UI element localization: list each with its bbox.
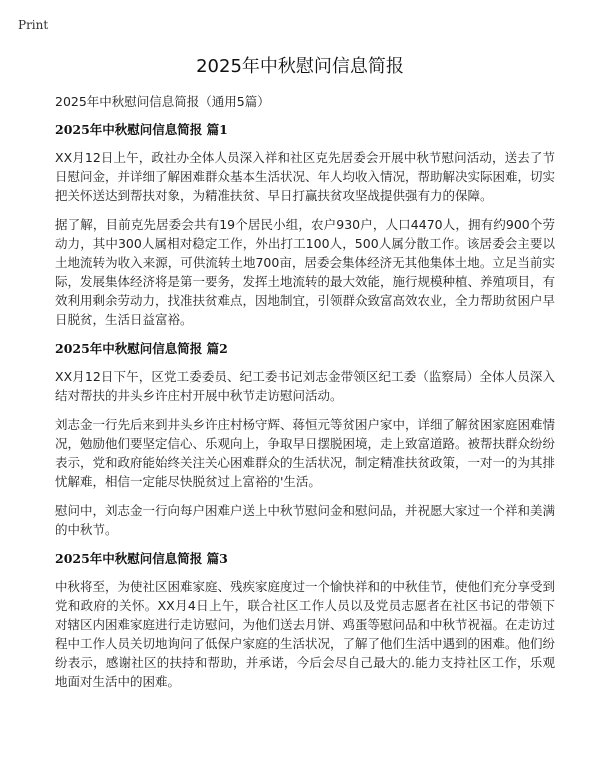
paragraph: 刘志金一行先后来到井头乡许庄村杨守辉、蒋恒元等贫困户家中，详细了解贫困家庭困难情况，勉励他们要坚定信心、乐观向上，争取早日摆脱困境，走上致富道路。被帮扶群众纷纷表示，党和政府能始终关注关心困难群众的生活状况，制定精准扶贫政策，一对一的为其排忧解难，相信一定能尽快脱贫过上富裕的'生活。 xyxy=(55,417,556,489)
paragraph: 慰问中，刘志金一行向每户困难户送上中秋节慰问金和慰问品，并祝愿大家过一个祥和美满的中秋节。 xyxy=(55,503,556,537)
section-2 xyxy=(55,339,555,539)
document-subtitle: 2025年中秋慰问信息简报（通用5篇） xyxy=(55,94,270,109)
print-link[interactable]: Print xyxy=(18,18,49,32)
section-heading: 2025年中秋慰问信息简报 篇2 xyxy=(55,341,228,356)
paragraph: 中秋将至，为使社区困难家庭、残疾家庭度过一个愉快祥和的中秋佳节，使他们充分享受到党和政府的关怀。XX月4日上午，联合社区工作人员以及党员志愿者在社区书记的带领下对辖区内困难家庭进行走访慰问，为他们送去月饼、鸡蛋等慰问品和中秋节祝福。在走访过程中工作人员关切地询问了低保户家庭的生活状况，了解了他们生活中遇到的困难。他们纷纷表示，感谢社区的扶持和帮助，并承诺，今后会尽自己最大的.能力支持社区工作，乐观地面对生活中的困难。 xyxy=(55,579,556,689)
page-title: 2025年中秋慰问信息简报 xyxy=(196,56,404,77)
paragraph: XX月12日下午，区党工委委员、纪工委书记刘志金带领区纪工委（监察局）全体人员深入结对帮扶的井头乡许庄村开展中秋节走访慰问活动。 xyxy=(55,369,555,403)
section-3 xyxy=(55,549,555,691)
section-heading: 2025年中秋慰问信息简报 篇3 xyxy=(55,551,228,566)
paragraph: 据了解，目前克先居委会共有19个居民小组，农户930户，人口4470人，拥有约900个劳动力，其中300人属相对稳定工作，外出打工100人，500人属分散工作。该居委会主要以土地流转为收入来源，可供流转土地700亩，居委会集体经济无其他集体土地。立足当前实际，发展集体经济将是第一要务，发挥土地流转的最大效能，施行规模种植、养殖项目，有效利用剩余劳动力，找准扶贫难点，因地制宜，引领群众致富高效农业，全力帮助贫困户早日脱贫，生活日益富裕。 xyxy=(55,217,556,327)
section-1 xyxy=(55,120,555,329)
paragraph: XX月12日上午，政社办全体人员深入祥和社区克先居委会开展中秋节慰问活动，送去了节日慰问金，并详细了解困难群众基本生活状况、年人均收入情况，帮助解决实际困难，切实把关怀送达到帮扶对象，为精准扶贫、早日打赢扶贫攻坚战提供强有力的保障。 xyxy=(55,150,556,203)
document-body xyxy=(55,92,555,701)
section-heading: 2025年中秋慰问信息简报 篇1 xyxy=(55,122,228,137)
